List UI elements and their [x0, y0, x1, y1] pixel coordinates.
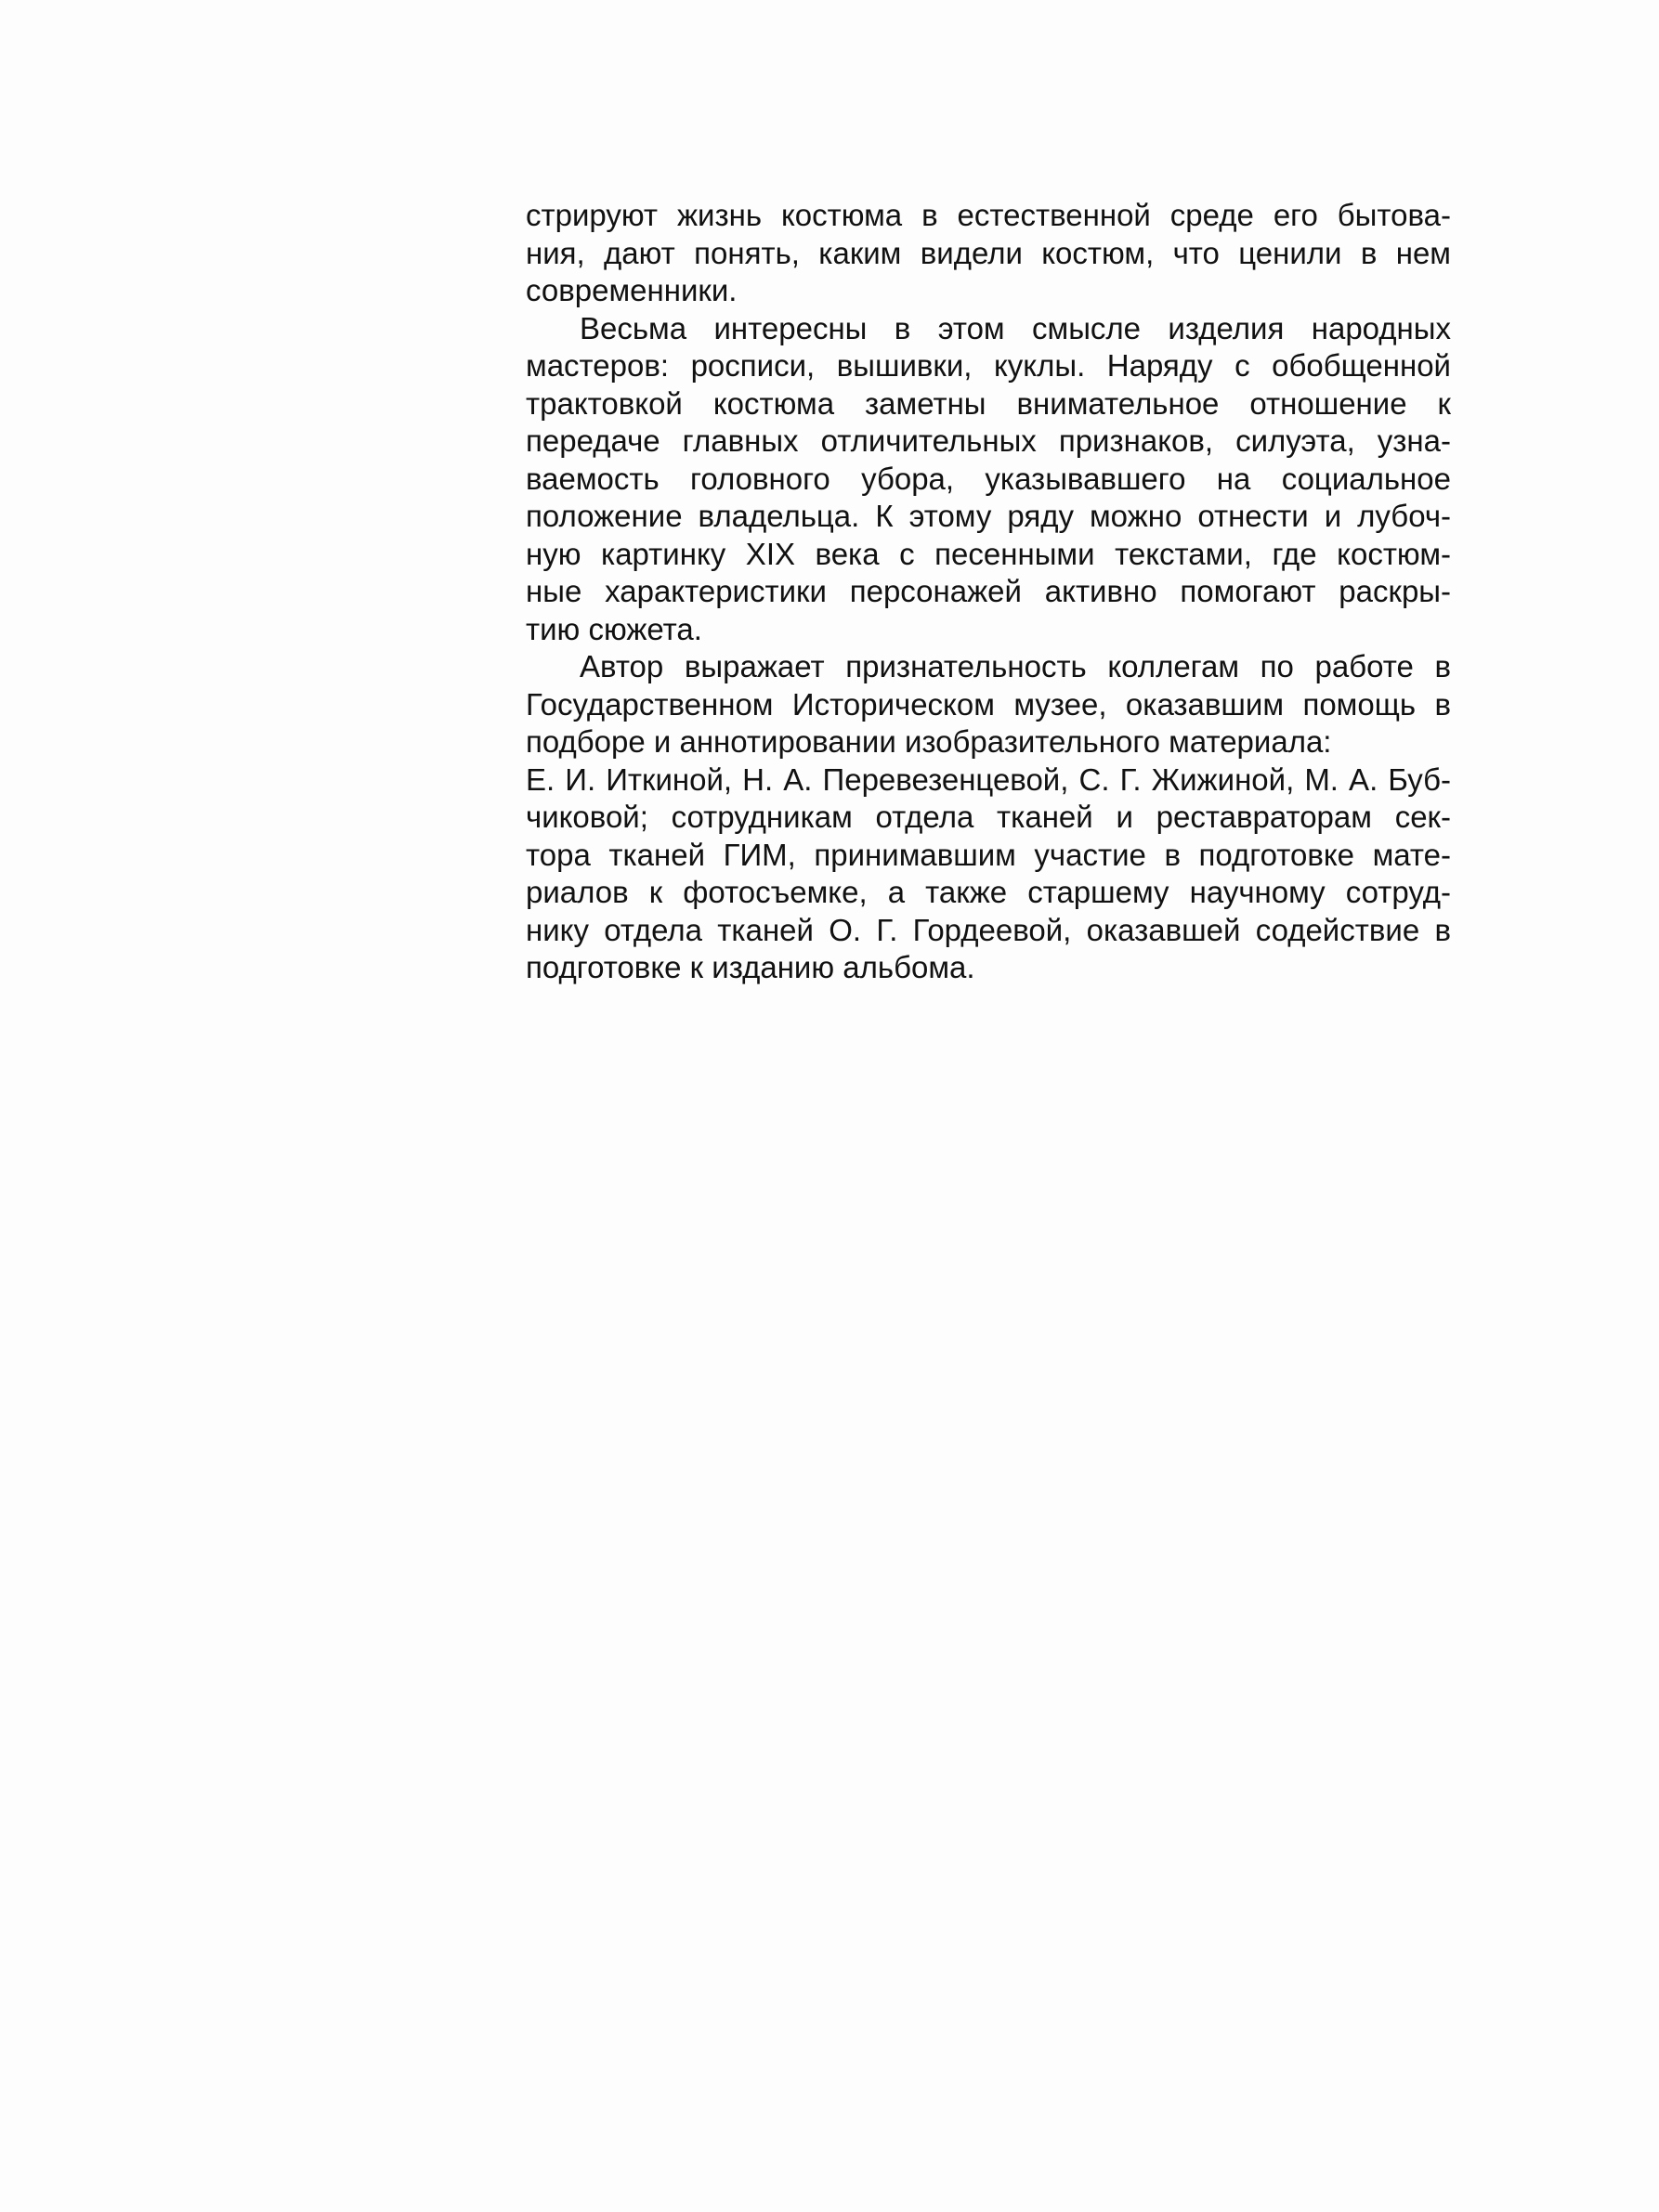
paragraph-line: мастеров: росписи, вышивки, куклы. Наряду с обобщенной [526, 348, 1451, 383]
paragraph-line: чиковой; сотрудникам отдела тканей и реставраторам сек- [526, 800, 1451, 834]
paragraph-line: Весьма интересны в этом смысле изделия народных [580, 310, 1451, 345]
paragraph-1 [526, 197, 1451, 310]
paragraph-line: подготовке к изданию альбома. [526, 950, 975, 984]
paragraph-3 [526, 648, 1451, 987]
paragraph-line: подборе и аннотировании изобразительного материала: [526, 724, 1332, 759]
paragraph-line: положение владельца. К этому ряду можно отнести и лубоч- [526, 499, 1451, 533]
paragraph-line: Государственном Историческом музее, оказавшим помощь в [526, 686, 1451, 722]
paragraph-line: ную картинку XIX века с песенными текстами, где костюм- [526, 536, 1451, 571]
paragraph-line: Е. И. Иткиной, Н. А. Перевезенцевой, С. Г. Жижиной, М. А. Буб- [526, 761, 1451, 797]
body-text [526, 197, 1451, 987]
paragraph-line: Автор выражает признательность коллегам по работе в [580, 649, 1451, 683]
paragraph-line: тию сюжета. [526, 611, 702, 646]
paragraph-line: тора тканей ГИМ, принимавшим участие в подготовке мате- [526, 837, 1451, 872]
paragraph-line: риалов к фотосъемке, а также старшему научному сотруд- [526, 875, 1451, 909]
paragraph-line: современники. [526, 273, 738, 307]
paragraph-line: нику отдела тканей О. Г. Гордеевой, оказавшей содействие в [526, 912, 1451, 947]
paragraph-line: стрируют жизнь костюма в естественной среде его бытова- [526, 198, 1451, 232]
paragraph-line: ваемость головного убора, указывавшего на социальное [526, 461, 1451, 496]
paragraph-line: ния, дают понять, каким видели костюм, что ценили в нем [526, 235, 1451, 270]
paragraph-line: трактовкой костюма заметны внимательное отношение к [526, 385, 1451, 421]
paragraph-line: передаче главных отличительных признаков, силуэта, узна- [526, 423, 1451, 458]
paragraph-line: ные характеристики персонажей активно помогают раскры- [526, 574, 1451, 608]
paragraph-2 [526, 310, 1451, 649]
